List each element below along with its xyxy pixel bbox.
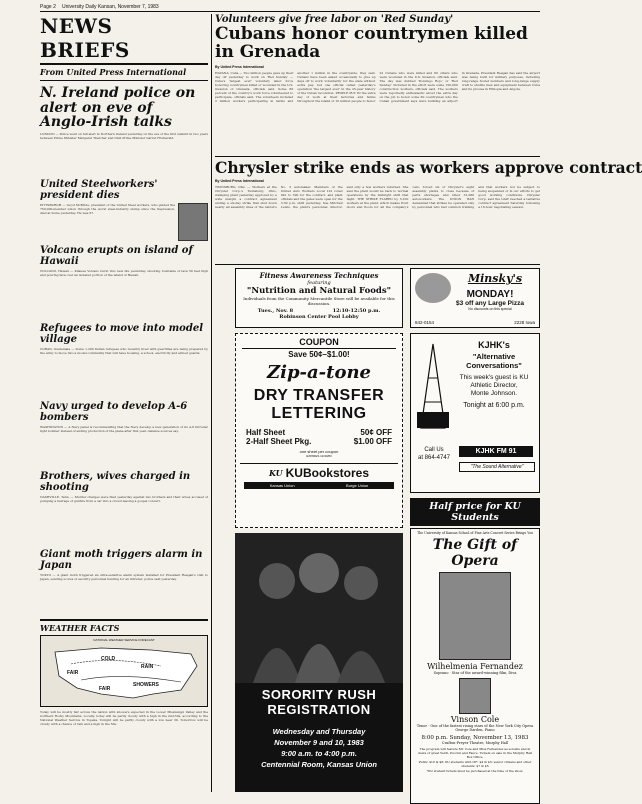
opera-ad xyxy=(410,498,540,792)
minskys-fine: No discounts on this special xyxy=(468,307,512,311)
brief-refugees xyxy=(40,324,208,399)
kjhk-show: "Alternative Conversations" xyxy=(466,352,522,370)
half-sheet-label: Half Sheet xyxy=(246,428,286,437)
chrysler-byline: By United Press International xyxy=(215,179,264,184)
fernandez-photo xyxy=(439,572,511,660)
chrysler-story xyxy=(215,158,642,262)
brief-text: NASHVILLE, Tenn. — Murder charges were filed yesterday against two brothers and their wives accused of pumping a barrage of gunfire from a car into a crowd leaving a gospel concert. xyxy=(40,495,208,504)
chrysler-text: TWINSBURG, Ohio — Workers at the Chrysler Corp.'s Twinsburg, Ohio, stamping plant yesterday approved by a wide margin a contract agreement ending a six-day strike that shut down nearly all assembly lines of the nation's No. 3 automaker. Members of the United Auto Workers Local 122 voted 941 to 390 for the contract, and plant officials and the gates were open for the 3:30 p.m. shift yesterday, Sue Mitchell Lewis, the plant's personnel director, said only a few workers returned. She said the plant would be back to normal operations by the midnight shift that night. THE STRIKE FLARED by 3,100 workers at the plant, which makes front doors and floors for all the company's cars, forced six of Chrysler's eight assembly plants to close because of parts shortages and idled 31,000 autoworkers. The UNION BAN demanded that strikes be operated only by personnel who had common training and that workers not be subject to being suspended or in our efforts to get good working conditions. Chrysler Corp. said the UAW reached a tentative contract agreement Saturday following a 16-hour negotiating session. xyxy=(215,185,540,210)
brief-text: COBAN, Guatemala — Some 1,200 Indian refugees who recently lived with guerrillas are being prepared by the army to move into a model community that will have housing, a school, electricity and armed guards. xyxy=(40,347,208,356)
kjhk-when: Tonight at 6:00 p.m. xyxy=(463,402,525,409)
fitness-place: Robinson Center Pool Lobby xyxy=(279,314,359,320)
sorority-days: Wednesday and Thursday xyxy=(272,727,366,736)
fitness-date: Tues., Nov. 8 xyxy=(257,308,294,314)
weather-title: WEATHER FACTS xyxy=(40,623,120,634)
kansas-union-label: Kansas Union xyxy=(269,483,295,488)
brief-text: TOKYO — A giant moth triggered an ultra-sensitive alarm system installed for President Reagan's visit to Japan, sending scores of security personnel hunting for an intruder, police said yesterday. xyxy=(40,573,208,582)
kjhk-tagline: "The Sound Alternative" xyxy=(459,462,535,472)
coupon-product-line1: DRY TRANSFER xyxy=(253,387,385,404)
grenada-byline: By United Press International xyxy=(215,64,264,69)
sorority-title-line2: REGISTRATION xyxy=(267,702,371,717)
minskys-ad xyxy=(410,268,540,328)
half-sheet-price: 50¢ OFF xyxy=(360,428,392,437)
brief-text: WASHINGTON — A Navy panel is recommending that the Navy develop a new generation of its A-6 Intruder light bomber instead of ending production of the plane after this year, defense sources say. xyxy=(40,425,208,434)
opera-piano: George Darden, Piano xyxy=(455,728,495,732)
pizza-illustration xyxy=(415,273,451,303)
minskys-phone: 842-0154 xyxy=(415,320,435,325)
fitness-featuring: featuring xyxy=(307,280,331,286)
coupon-save: Save 50¢–$1.00! xyxy=(288,350,350,359)
kjhk-call: Call Us xyxy=(424,447,444,453)
weather-label: SHOWERS xyxy=(133,682,159,689)
kjhk-number: at 864-4747 xyxy=(417,455,451,461)
kjhk-guest-intro: This week's guest is KU Athletic Director, xyxy=(459,374,529,389)
brief-headline: N. Ireland police on alert on eve of Anglo-Irish talks xyxy=(40,85,196,131)
grenada-kicker: Volunteers give free labor on 'Red Sunday' xyxy=(215,14,454,25)
grenada-text: HAVANA, Cuba — Two million people gave up their day off yesterday to work on 'Red Sunday' — Cuba's 'largest ever' voluntary labor force honoring countrymen killed or wounded in the U.S. invasion of Grenada, officials said. Some 80 percent of the country's work force volunteered to participate, officials said. The volunteers included 2 million workers participating in farms and another 1 million in the countryside, they said. Cubans have been asked occasionally to give up days off to work 'voluntarily' for the state without extra pay, but one official called yesterday's operation 'the largest ever' in the 25-year history of the Cuban revolution. PEOPLE PUT IN the extra day of work at their factories and farms throughout the island of 10 million people to honor 22 Cubans who were killed and 60 others who were wounded in the U.S. invasion, officials said. The day was dubbed 'Domingo Rojo' or 'Red Sunday.' Included in the effort were some 150,000 construction workers, officials said. The workers were reportedly enthusiastic about the extra day on the job to honor some 60 countrymen who the Cuban government says were building an airport in Grenada. President Reagan has said the airport was being built for military purposes, including long-range Soviet bombers and long-range supply craft to shuttle men and equipment between Cuba and its proxies in Ethiopia and Angola. xyxy=(215,70,540,103)
kjhk-station: KJHK's xyxy=(478,340,510,350)
weather-label: FAIR xyxy=(99,686,111,693)
opera-title: The Gift of Opera xyxy=(432,537,518,569)
page-number: Page 2 xyxy=(40,4,56,10)
news-briefs-rule xyxy=(40,63,208,65)
ku-bookstores-logo: KUBookstores xyxy=(285,466,369,480)
zipatone-logo: Zip-a-tone xyxy=(266,362,372,383)
news-briefs-title: NEWS BRIEFS xyxy=(40,14,130,62)
weather-label: RAIN xyxy=(141,664,154,671)
opera-singer-desc: Soprano · Star of the award-winning film, Diva xyxy=(433,671,517,675)
sorority-place: Centennial Room, Kansas Union xyxy=(261,760,377,769)
fitness-ad xyxy=(235,268,403,328)
brief-headline: Navy urged to develop A-6 bombers xyxy=(40,401,188,423)
brief-text: VOLCANO, Hawaii — Kilauea Volcano burst into new life yesterday, shooting fountains of lava 50 feet high and pouring lava over an isolated portion of the island of Hawaii. xyxy=(40,269,208,278)
coupon-expires: EXPIRES 11/30/83 xyxy=(306,454,332,458)
weather-map-title: NATIONAL WEATHER SERVICE FORECAST xyxy=(93,638,155,643)
sorority-title-line1: SORORITY RUSH xyxy=(261,687,377,702)
coupon-header: COUPON xyxy=(299,337,339,347)
coupon-limit: one sheet per coupon xyxy=(299,449,339,454)
minskys-logo: Minsky's xyxy=(467,272,523,285)
fitness-sponsor: Individuals from the Community Mercantile Store will be available for this discussion. xyxy=(243,296,395,306)
sorority-time: 9:00 a.m. to 4:00 p.m. xyxy=(281,749,357,758)
sorority-dates: November 9 and 10, 1983 xyxy=(274,738,364,747)
ku-monogram-icon: KU xyxy=(268,468,283,478)
kjhk-guest: Monte Johnson. xyxy=(470,390,518,397)
two-half-label: 2-Half Sheet Pkg. xyxy=(246,437,312,446)
news-briefs-subtitle: From United Press International xyxy=(40,67,187,77)
fitness-topic: "Nutrition and Natural Foods" xyxy=(246,286,392,296)
opera-when: 8:00 p.m. Sunday, November 13, 1983 xyxy=(421,735,529,741)
brief-headline: United Steelworkers' president dies xyxy=(40,179,158,201)
weather-map xyxy=(40,635,208,707)
sorority-rush-ad xyxy=(235,533,403,792)
brief-navy xyxy=(40,402,208,469)
minskys-deal: $3 off any Large Pizza xyxy=(456,300,524,307)
paper-dateline: University Daily Kansan, November 7, 1983 xyxy=(62,4,159,10)
brief-moth xyxy=(40,550,208,617)
opera-program: The program will feature Mr. Cole and Miss Fernandez as soloists and in duets of great Verdi, Puccini and Faure. Tickets on sale in the Murphy Hall Box Office. xyxy=(417,747,533,759)
cole-photo xyxy=(459,678,491,714)
brief-brothers xyxy=(40,472,208,547)
brief-headline: Refugees to move into model village xyxy=(40,323,203,345)
chrysler-headline: Chrysler strike ends as workers approve contract xyxy=(215,158,642,177)
masthead-rule xyxy=(40,11,540,12)
brief-text: LONDON — Police went on full alert in Northern Ireland yesterday on the eve of the first summit in two years between Prime Minister Margaret Thatcher and Irish Prime Minister Garret FitzGerald. xyxy=(40,132,208,141)
mcbride-photo xyxy=(178,203,208,241)
fitness-time: 12:10-12:50 p.m. xyxy=(332,308,381,314)
news-briefs-section xyxy=(40,14,208,792)
brief-headline: Giant moth triggers alarm in Japan xyxy=(40,549,203,571)
brief-headline: Volcano erupts on island of Hawaii xyxy=(40,245,193,267)
kjhk-ad xyxy=(410,333,540,493)
coupon-product-line2: LETTERING xyxy=(271,405,367,422)
opera-note: *KU student tickets must be purchased at the time of the show. xyxy=(426,769,524,773)
two-half-price: $1.00 OFF xyxy=(353,437,392,446)
opera-series: The University of Kansas School of Fine Arts Concert Series Brings You xyxy=(417,531,533,535)
grenada-story xyxy=(215,14,540,154)
opera-singer: Wilhelmenia Fernandez xyxy=(427,662,523,671)
brief-volcano xyxy=(40,246,208,321)
minskys-address: 2228 Iowa xyxy=(514,320,535,325)
weather-label: FAIR xyxy=(67,670,79,677)
brief-steelworkers xyxy=(40,180,208,243)
opera-with: Vinson Cole xyxy=(450,715,500,724)
grenada-headline: Cubans honor countrymen killed in Grenada xyxy=(215,24,528,62)
opera-prices: Public $10 & $8; KU students with ID*: $4 & $3; senior citizens and other students: $7 & $5 xyxy=(418,760,532,768)
weather-label: COLD xyxy=(101,656,116,663)
weather-text: Today will be mostly fair across the nation with showers expected in the Lower Mississippi Valley and the northern Rocky Mountains. Locally, today will be partly cloudy with a high in the mid-50s, according to the National Weather Service in Topeka. Tonight will be partly cloudy with a low near 30. Tomorrow will be cloudy with a chance of rain and a high in the 50s. xyxy=(40,710,208,727)
half-price-banner: Half price for KU Students xyxy=(410,498,540,526)
burge-union-label: Burge Union xyxy=(346,483,369,488)
us-map-outline xyxy=(41,636,207,704)
sorority-illustration xyxy=(235,533,403,683)
coupon-ad xyxy=(235,333,403,528)
radio-tower-illustration xyxy=(415,342,451,430)
brief-headline: Brothers, wives charged in shooting xyxy=(40,471,191,493)
opera-with-desc: Tenor · One of the fastest rising stars of the New York City Opera xyxy=(416,724,534,728)
kjhk-logo: KJHK FM 91 xyxy=(459,446,533,457)
brief-ireland xyxy=(40,86,208,176)
fitness-title: Fitness Awareness Techniques xyxy=(259,271,379,280)
brief-text: PITTSBURGH — Lloyd McBride, president of the United Steel workers, who guided the 750,000-member union through the worst steel-industry slump since the Depression, died at home yesterday. He was 67. xyxy=(40,203,175,216)
opera-where: Crafton-Preyer Theatre, Murphy Hall xyxy=(441,741,509,745)
minskys-day: MONDAY! xyxy=(466,289,514,300)
